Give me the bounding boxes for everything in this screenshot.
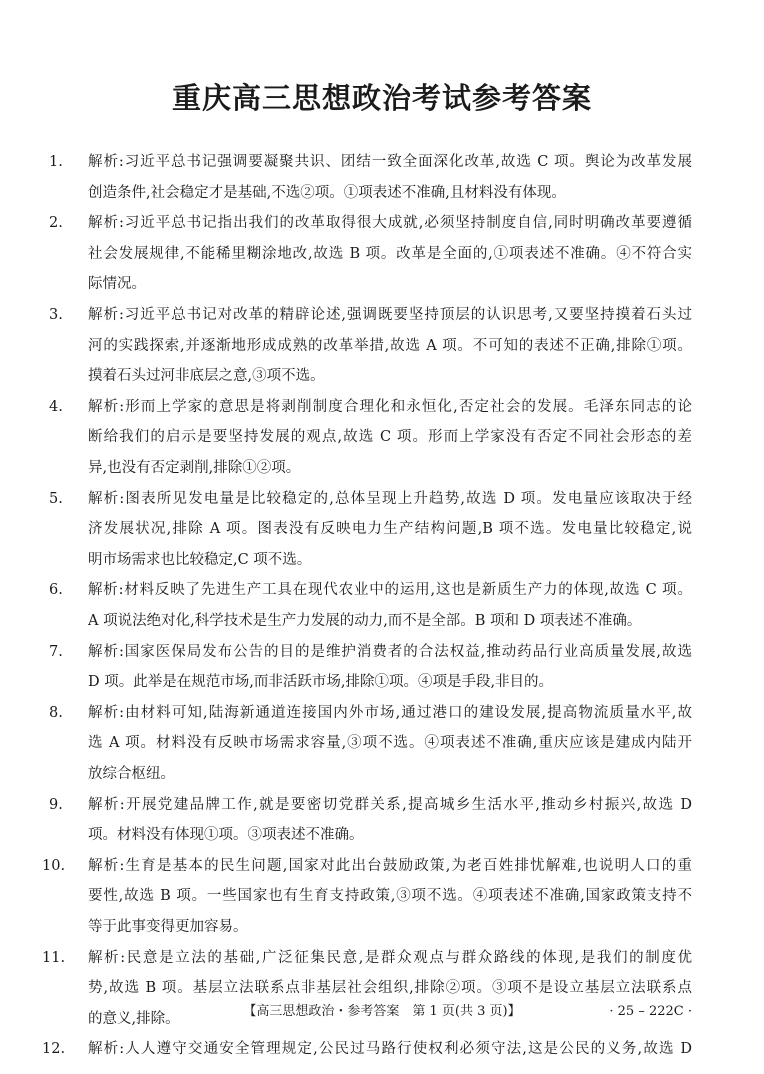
answer-text xyxy=(88,208,692,300)
answer-line: 势,故选 B 项。基层立法联系点非基层社会组织,排除②项。③项不是设立基层立法联系点 xyxy=(88,980,692,997)
answer-text xyxy=(88,637,692,698)
answer-number: 7. xyxy=(49,643,63,660)
answer-line: 创造条件,社会稳定才是基础,不选②项。①项表述不准确,且材料没有体现。 xyxy=(88,184,566,201)
answer-line: 选 A 项。材料没有反映市场需求容量,③项不选。④项表述不准确,重庆应该是建成内陆开 xyxy=(88,735,692,752)
answer-text xyxy=(88,392,692,484)
answer-line: A 项说法绝对化,科学技术是生产力发展的动力,而不是全部。B 项和 D 项表述不准确。 xyxy=(88,612,642,629)
answer-item xyxy=(0,208,764,300)
answer-item xyxy=(0,1034,764,1065)
answer-number: 8. xyxy=(49,704,63,721)
answer-line: 要性,故选 B 项。一些国家也有生育支持政策,③项不选。④项表述不准确,国家政策支持不 xyxy=(88,888,692,905)
answer-line: D 项。此举是在规范市场,而非活跃市场,排除①项。④项是手段,非目的。 xyxy=(88,674,554,691)
page-footer xyxy=(0,1000,764,1024)
answer-line: 摸着石头过河非底层之意,③项不选。 xyxy=(88,368,325,385)
answer-line: 解析:习近平总书记对改革的精辟论述,强调既要坚持顶层的认识思考,又要坚持摸着石头过 xyxy=(88,307,692,323)
answer-line: 解析:由材料可知,陆海新通道连接国内外市场,通过港口的建设发展,提高物流质量水平,故 xyxy=(88,704,692,721)
answer-line: 断给我们的启示是要坚持发展的观点,故选 C 项。形而上学家没有否定不同社会形态的差 xyxy=(88,429,692,446)
answer-number: 6. xyxy=(49,582,63,599)
answer-item xyxy=(0,484,764,576)
answer-number: 4. xyxy=(49,398,63,415)
answer-line: 明市场需求也比较稳定,C 项不选。 xyxy=(88,551,312,568)
answer-line: 解析:人人遵守交通安全管理规定,公民过马路行使权利必须守法,这是公民的义务,故选 D xyxy=(88,1041,692,1058)
answer-number: 11. xyxy=(42,949,66,966)
answer-line: 社会发展规律,不能稀里糊涂地改,故选 B 项。改革是全面的,①项表述不准确。④不符合实 xyxy=(88,245,692,262)
answer-text xyxy=(88,698,692,790)
answer-line: 济发展状况,排除 A 项。图表没有反映电力生产结构问题,B 项不选。发电量比较稳定,说 xyxy=(88,521,692,538)
answer-line: 解析:国家医保局发布公告的目的是维护消费者的合法权益,推动药品行业高质量发展,故选 xyxy=(88,643,692,660)
answer-number: 10. xyxy=(42,857,66,874)
answer-item xyxy=(0,790,764,851)
footer-exam-code: · 25 – 222C · xyxy=(609,1004,692,1019)
page-title: 重庆高三思想政治考试参考答案 xyxy=(171,81,592,115)
answer-item xyxy=(0,300,764,392)
answer-line: 解析:习近平总书记指出我们的改革取得很大成就,必须坚持制度自信,同时明确改革要遵循 xyxy=(88,215,692,232)
footer-page-info: 【高三思想政治・参考答案 第 1 页(共 3 页)】 xyxy=(243,1004,521,1019)
answer-line: 异,也没有否定剥削,排除①②项。 xyxy=(88,459,301,476)
answer-item xyxy=(0,637,764,698)
answer-line: 解析:图表所见发电量是比较稳定的,总体呈现上升趋势,故选 D 项。发电量应该取决于经 xyxy=(88,490,692,507)
answer-line: 解析:形而上学家的意思是将剥削制度合理化和永恒化,否定社会的发展。毛泽东同志的论 xyxy=(88,398,692,415)
answer-text xyxy=(88,484,692,576)
answer-number: 9. xyxy=(49,796,63,813)
answer-line: 等于此事变得更加容易。 xyxy=(88,918,248,935)
answer-item xyxy=(0,392,764,484)
answer-line: 解析:习近平总书记强调要凝聚共识、团结一致全面深化改革,故选 C 项。舆论为改革发展 xyxy=(88,154,692,170)
answer-number: 5. xyxy=(49,490,63,507)
answer-item xyxy=(0,147,764,208)
answer-text xyxy=(88,790,692,851)
answer-line: 解析:开展党建品牌工作,就是要密切党群关系,提高城乡生活水平,推动乡村振兴,故选 D xyxy=(88,796,692,813)
answer-line: 解析:民意是立法的基础,广泛征集民意,是群众观点与群众路线的体现,是我们的制度优 xyxy=(88,949,692,966)
answer-line: 放综合枢纽。 xyxy=(88,765,175,782)
answer-item xyxy=(0,851,764,943)
answer-item xyxy=(0,575,764,636)
answer-line: 河的实践探索,并逐渐地形成成熟的改革举措,故选 A 项。不可知的表述不正确,排除①项。 xyxy=(88,337,692,354)
answer-number: 2. xyxy=(49,215,63,232)
answer-number: 12. xyxy=(42,1041,66,1058)
answer-number: 3. xyxy=(49,307,63,323)
answer-text xyxy=(88,300,692,392)
answer-text xyxy=(88,575,692,636)
answer-line: 项。材料没有体现①项。③项表述不准确。 xyxy=(88,827,364,844)
answer-line: 解析:材料反映了先进生产工具在现代农业中的运用,这也是新质生产力的体现,故选 C 项。 xyxy=(88,582,692,599)
answer-text xyxy=(88,147,692,208)
answer-text xyxy=(88,1034,692,1065)
answer-number: 1. xyxy=(49,154,63,170)
answer-line: 际情况。 xyxy=(88,276,146,293)
answer-line: 解析:生育是基本的民生问题,国家对此出台鼓励政策,为老百姓排忧解难,也说明人口的重 xyxy=(88,857,692,874)
answer-text xyxy=(88,851,692,943)
answer-item xyxy=(0,698,764,790)
answer-line: 的意义,排除。 xyxy=(88,1010,180,1027)
